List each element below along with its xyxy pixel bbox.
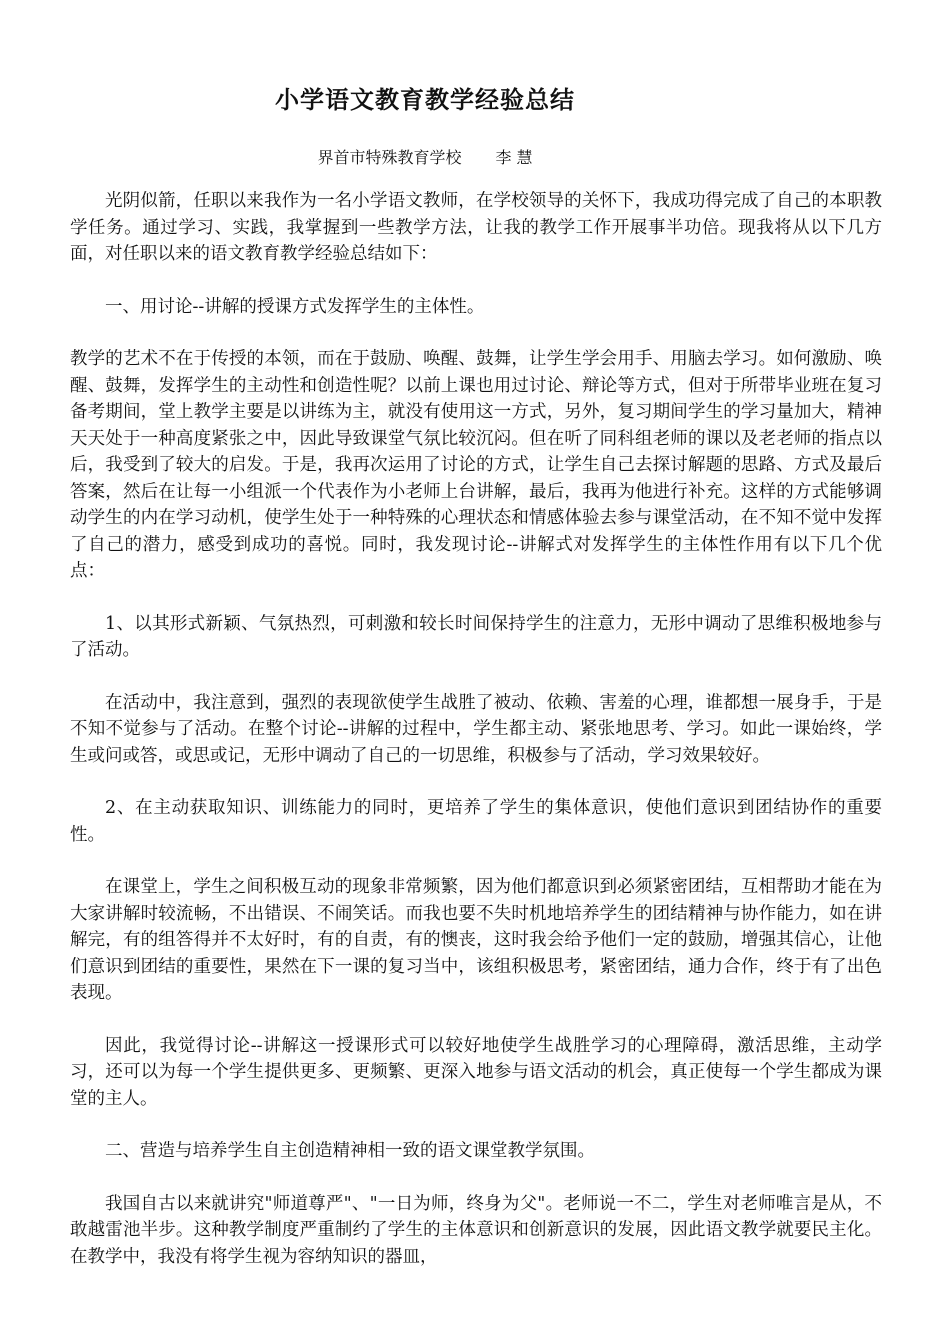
author-name: 李 慧 [495,148,533,167]
body-paragraph: 在课堂上，学生之间积极互动的现象非常频繁，因为他们都意识到必须紧密团结，互相帮助才能在为大家讲解时较流畅，不出错误、不闹笑话。而我也要不失时机地培养学生的团结精神与协作能力，如在讲解完，有的组答得并不太好时，有的自责，有的懊丧，这时我会给予他们一定的鼓励，增强其信心，让他们意识到团结的重要性，果然在下一课的复习当中，该组积极思考，紧密团结，通力合作，终于有了出色表现。 [70,877,882,1003]
document-title: 小学语文教育教学经验总结 [275,86,575,114]
body-paragraph: 二、营造与培养学生自主创造精神相一致的语文课堂教学氛围。 [105,1141,595,1161]
byline [0,146,850,170]
body-paragraph: 2、在主动获取知识、训练能力的同时，更培养了学生的集体意识，使他们意识到团结协作的重要性。 [70,798,882,845]
body-paragraph: 一、用讨论--讲解的授课方式发挥学生的主体性。 [105,296,485,317]
body-paragraph: 1、以其形式新颖、气氛热烈，可刺激和较长时间保持学生的注意力，无形中调动了思维积极地参与了活动。 [70,613,882,660]
document-body [70,188,882,1296]
body-paragraph: 教学的艺术不在于传授的本领，而在于鼓励、唤醒、鼓舞，让学生学会用手、用脑去学习。如何激励、唤醒、鼓舞，发挥学生的主动性和创造性呢？以前上课也用过讨论、辩论等方式，但对于所带毕业班在复习备考期间，堂上教学主要是以讲练为主，就没有使用这一方式，另外，复习期间学生的学习量加大，精神天天处于一种高度紧张之中，因此导致课堂气氛比较沉闷。但在听了同科组老师的课以及老老师的指点以后，我受到了较大的启发。于是，我再次运用了讨论的方式，让学生自己去探讨解题的思路、方式及最后答案，然后在让每一小组派一个代表作为小老师上台讲解，最后，我再为他进行补充。这样的方式能够调动学生的内在学习动机，使学生处于一种特殊的心理状态和情感体验去参与课堂活动，在不知不觉中发挥了自己的潜力，感受到成功的喜悦。同时，我发现讨论--讲解式对发挥学生的主体性作用有以下几个优点： [70,349,882,581]
body-paragraph: 光阴似箭，任职以来我作为一名小学语文教师，在学校领导的关怀下，我成功得完成了自己的本职教学任务。通过学习、实践，我掌握到一些教学方法，让我的教学工作开展事半功倍。现我将从以下几方面，对任职以来的语文教育教学经验总结如下： [70,191,882,264]
body-paragraph: 我国自古以来就讲究"师道尊严"、"一日为师，终身为父"。老师说一不二，学生对老师唯言是从，不敢越雷池半步。这种教学制度严重制约了学生的主体意识和创新意识的发展，因此语文教学就要民主化。在教学中，我没有将学生视为容纳知识的器皿， [70,1193,882,1267]
body-paragraph: 在活动中，我注意到，强烈的表现欲使学生战胜了被动、依赖、害羞的心理，谁都想一展身手，于是不知不觉参与了活动。在整个讨论--讲解的过程中，学生都主动、紧张地思考、学习。如此一课始终，学生或问或答，或思或记，无形中调动了自己的一切思维，积极参与了活动，学习效果较好。 [70,692,882,766]
body-paragraph: 因此，我觉得讨论--讲解这一授课形式可以较好地使学生战胜学习的心理障碍，激活思维，主动学习，还可以为每一个学生提供更多、更频繁、更深入地参与语文活动的机会，真正使每一个学生都成为课堂的主人。 [70,1035,882,1109]
school-name: 界首市特殊教育学校 [317,148,462,167]
